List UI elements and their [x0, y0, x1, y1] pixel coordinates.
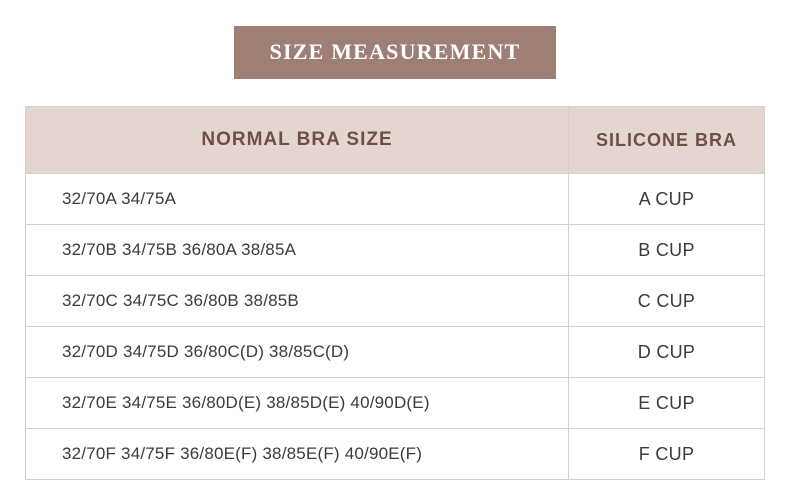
cell-silicone-size: A CUP: [638, 188, 695, 209]
table-row: [26, 326, 764, 377]
table-row: [26, 224, 764, 275]
column-header-silicone-bra: SILICONE BRA: [595, 129, 737, 150]
size-measurement-table: [25, 106, 765, 480]
title-area: [0, 0, 790, 79]
cell-silicone-size: F CUP: [638, 443, 695, 464]
cell-normal-size: 32/70E 34/75E 36/80D(E) 38/85D(E) 40/90D(E): [26, 378, 569, 428]
cell-silicone-size: D CUP: [637, 341, 696, 362]
cell-silicone-size: B CUP: [638, 239, 695, 260]
cell-normal-size: 32/70B 34/75B 36/80A 38/85A: [26, 225, 569, 275]
table-row: [26, 173, 764, 224]
page-title: SIZE MEASUREMENT: [234, 26, 557, 79]
cell-normal-size: 32/70C 34/75C 36/80B 38/85B: [26, 276, 569, 326]
cell-silicone-size: E CUP: [638, 392, 695, 413]
cell-normal-size: 32/70F 34/75F 36/80E(F) 38/85E(F) 40/90E(F): [26, 429, 569, 479]
cell-silicone-size: C CUP: [637, 290, 696, 311]
cell-normal-size: 32/70D 34/75D 36/80C(D) 38/85C(D): [26, 327, 569, 377]
column-header-normal-bra-size: NORMAL BRA SIZE: [26, 107, 569, 173]
table-row: [26, 428, 764, 479]
cell-normal-size: 32/70A 34/75A: [26, 174, 569, 224]
table-row: [26, 377, 764, 428]
table-header-row: [26, 107, 764, 173]
table-row: [26, 275, 764, 326]
